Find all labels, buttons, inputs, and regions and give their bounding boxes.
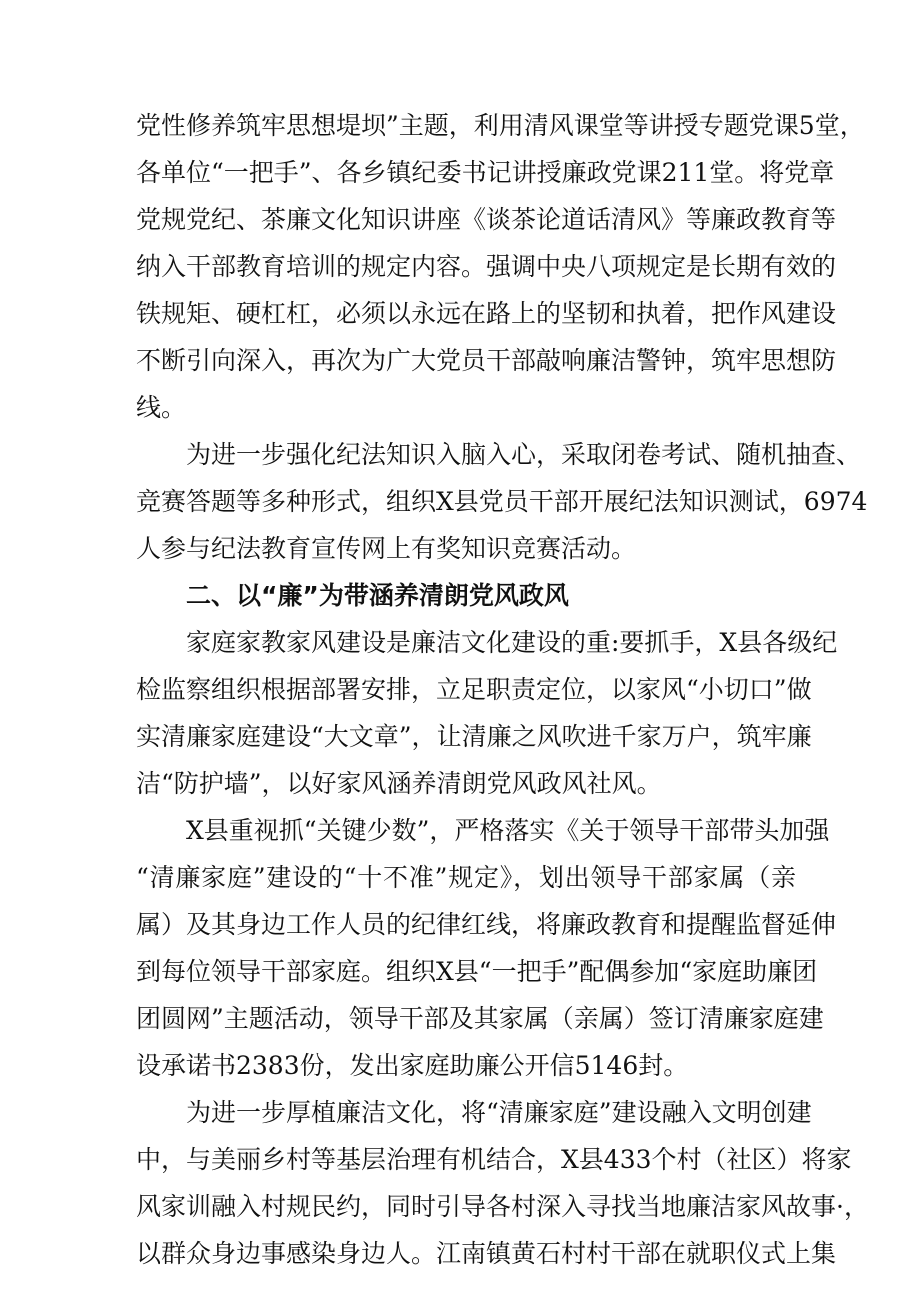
paragraph-line: 党性修养筑牢思想堤坝”主题，利用清风课堂等讲授专题党课5堂，: [136, 111, 865, 140]
paragraph-line: 党规党纪、茶廉文化知识讲座《谈茶论道话清风》等廉政教育等: [136, 205, 837, 234]
paragraph-line: 各单位“一把手”、各乡镇纪委书记讲授廉政党课211堂。将党章: [136, 158, 835, 187]
paragraph-line: 团圆网”主题活动，领导干部及其家属（亲属）签订清廉家庭建: [136, 1004, 824, 1033]
document-body: [136, 102, 869, 1277]
paragraph-line: 实清廉家庭建设“大文章”，让清廉之风吹进千家万户，筑牢廉: [136, 722, 812, 751]
paragraph-line: 线。: [136, 393, 187, 422]
paragraph-line: 属）及其身边工作人员的纪律红线，将廉政教育和提醒监督延伸: [136, 910, 837, 939]
paragraph-line: 设承诺书2383份，发出家庭助廉公开信5146封。: [136, 1051, 689, 1080]
section-heading: 二、以“廉”为带涵养清朗党风政风: [186, 581, 569, 610]
paragraph-line: 铁规矩、硬杠杠，必须以永远在路上的坚韧和执着，把作风建设: [136, 299, 837, 328]
paragraph-line: “清廉家庭”建设的“十不准”规定》，划出领导干部家属（亲: [136, 863, 796, 892]
paragraph-line: 为进一步强化纪法知识入脑入心，采取闭卷考试、随机抽查、: [186, 440, 862, 469]
paragraph-line: 人参与纪法教育宣传网上有奖知识竞赛活动。: [136, 534, 637, 563]
paragraph-line: 检监察组织根据部署安排，立足职责定位，以家风“小切口”做: [136, 675, 812, 704]
paragraph-line: 家庭家教家风建设是廉洁文化建设的重:要抓手，X县各级纪: [186, 628, 838, 657]
paragraph-line: 以群众身边事感染身边人。江南镇黄石村村干部在就职仪式上集: [136, 1239, 837, 1268]
paragraph-line: 洁“防护墙”，以好家风涵养清朗党风政风社风。: [136, 769, 662, 798]
paragraph-line: 风家训融入村规民约，同时引导各村深入寻找当地廉洁家风故事·，: [136, 1192, 869, 1221]
paragraph-line: 竞赛答题等多种形式，组织X县党员干部开展纪法知识测试，6974: [136, 487, 868, 516]
paragraph-line: 到每位领导干部家庭。组织X县“一把手”配偶参加“家庭助廉团: [136, 957, 818, 986]
paragraph-line: 纳入干部教育培训的规定内容。强调中央八项规定是长期有效的: [136, 252, 837, 281]
paragraph-line: 中，与美丽乡村等基层治理有机结合，X县433个村（社区）将家: [136, 1145, 852, 1174]
paragraph-line: X县重视抓“关键少数”，严格落实《关于领导干部带头加强: [186, 816, 830, 845]
paragraph-line: 不断引向深入，再次为广大党员干部敲响廉洁警钟，筑牢思想防: [136, 346, 837, 375]
paragraph-line: 为进一步厚植廉洁文化，将“清廉家庭”建设融入文明创建: [186, 1098, 812, 1127]
